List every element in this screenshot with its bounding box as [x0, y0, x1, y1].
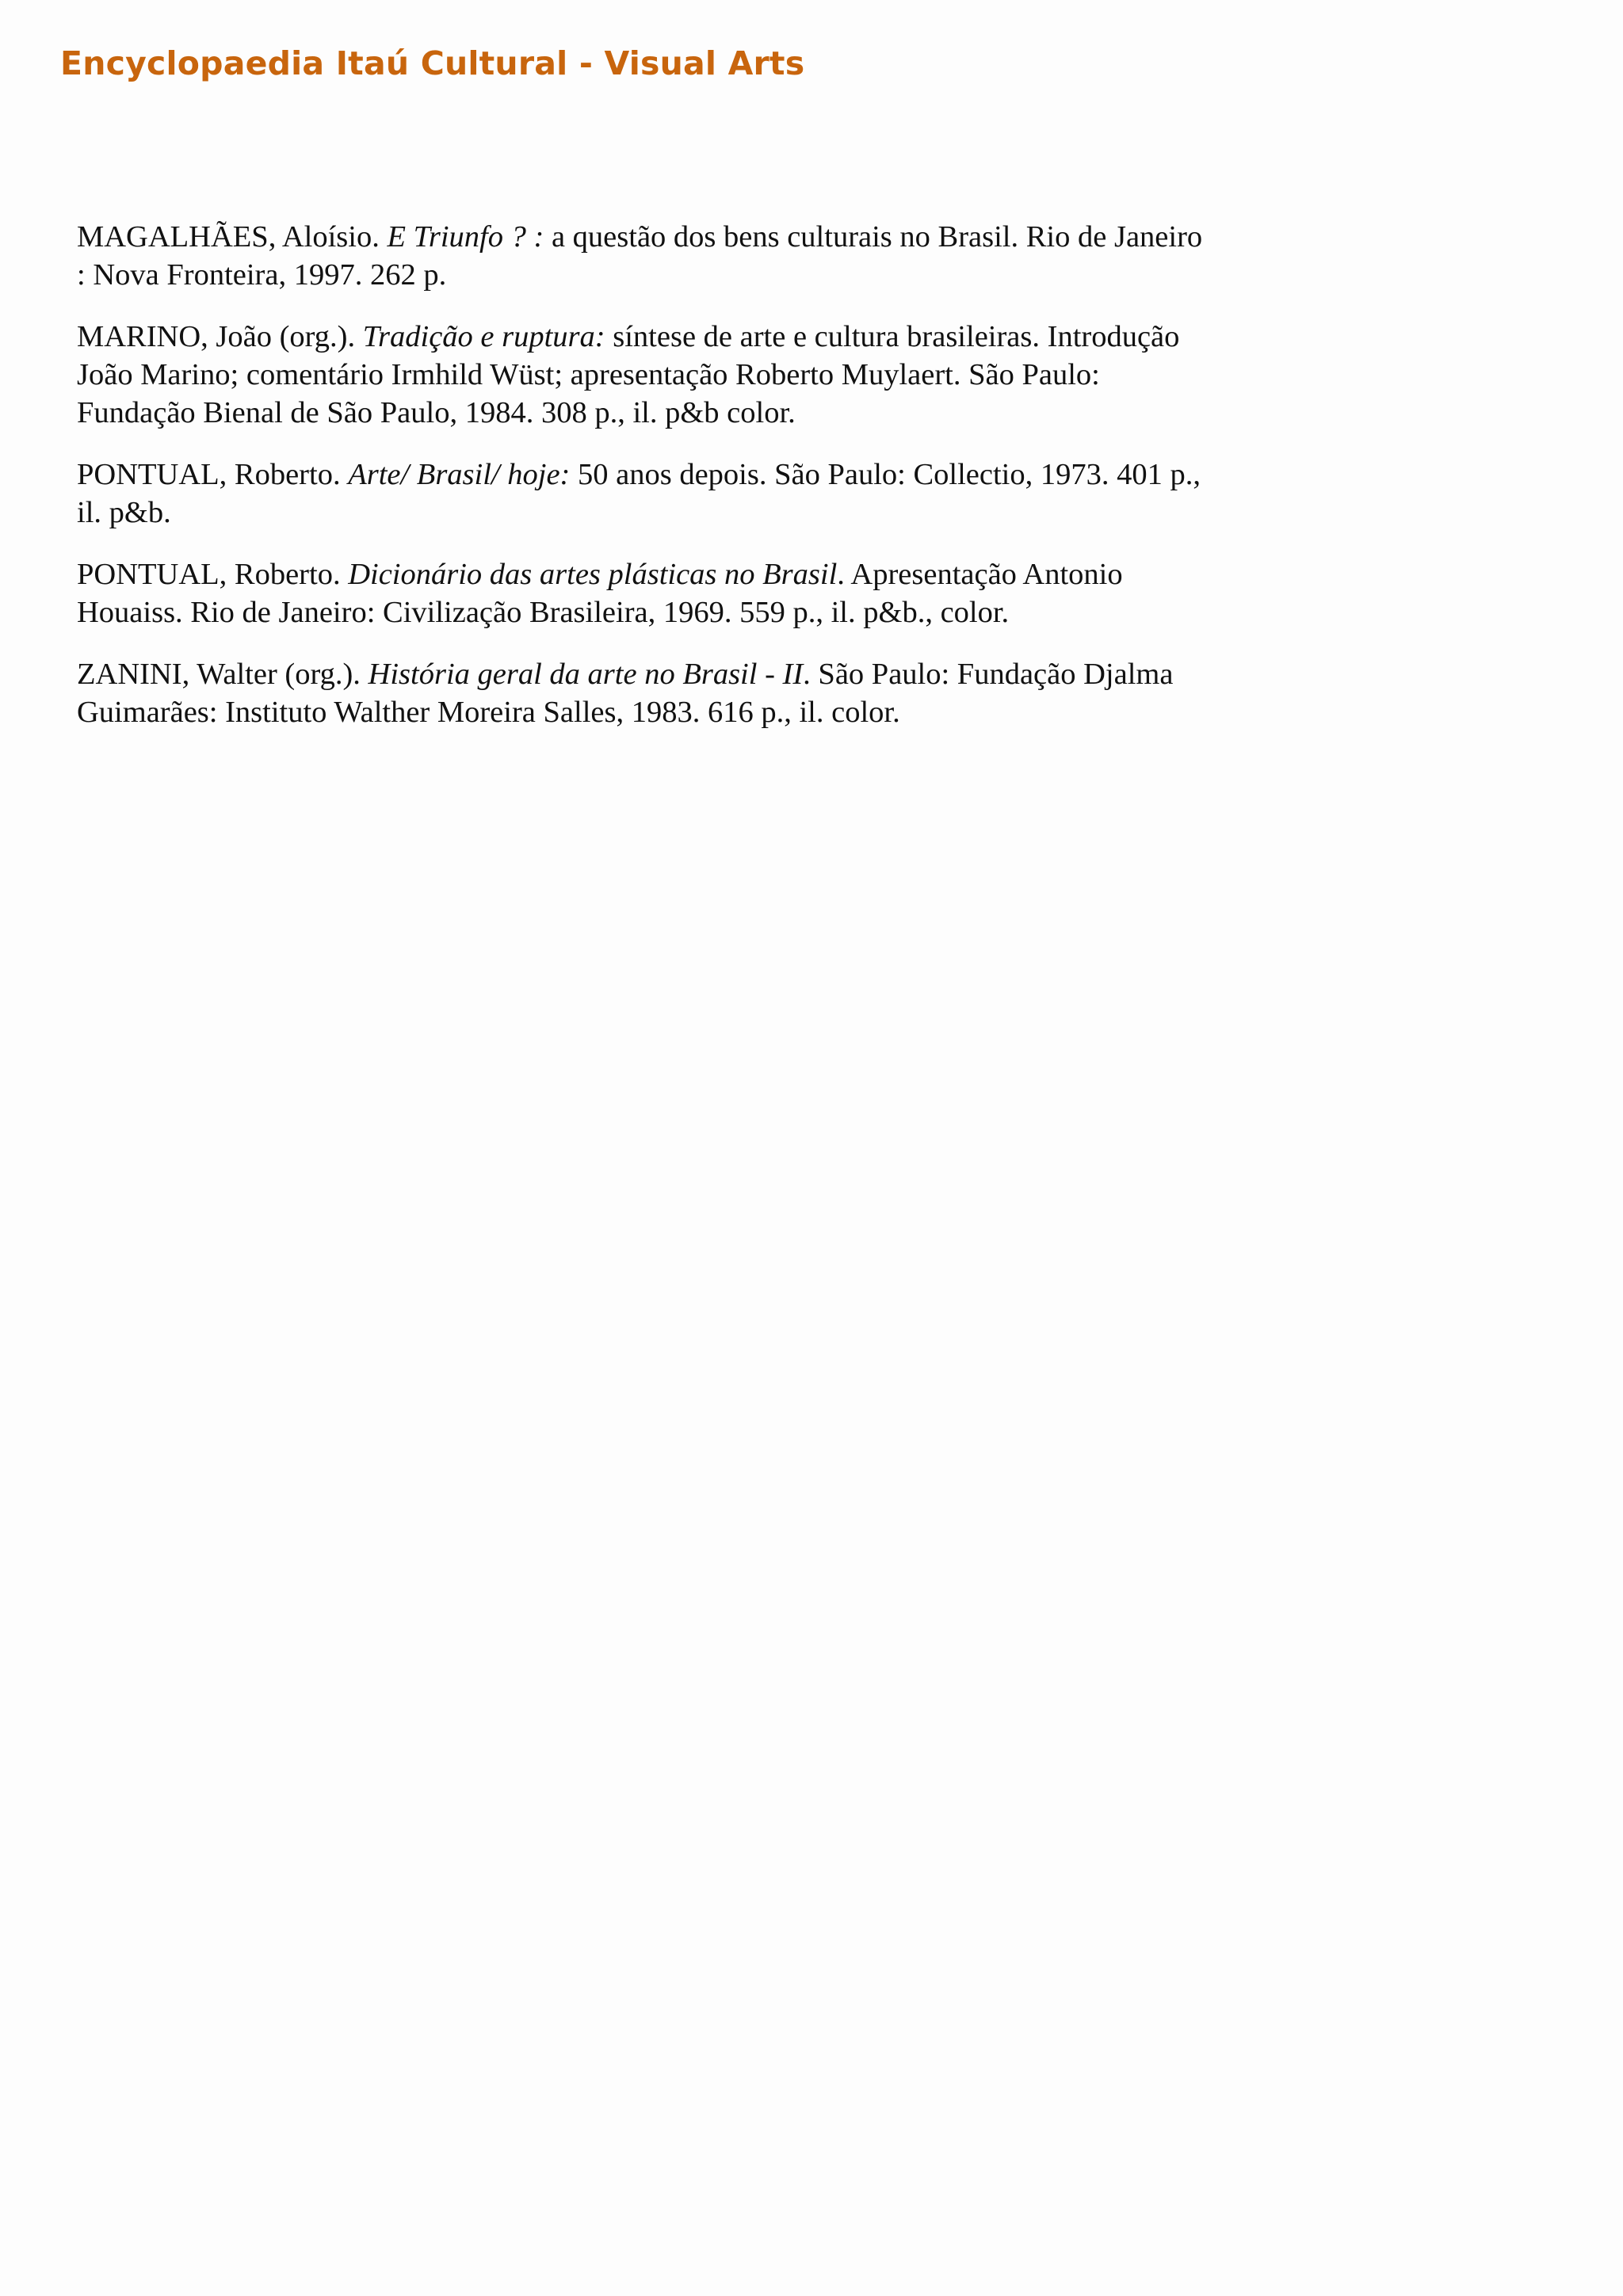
entry-author: MAGALHÃES, Aloísio. — [77, 220, 388, 254]
entry-author: PONTUAL, Roberto. — [77, 458, 349, 491]
entry-details: 50 anos depois. São Paulo: Collectio, 1973. 401 p., — [570, 458, 1201, 491]
entry-details: . Apresentação Antonio — [837, 558, 1123, 591]
bibliography-entry — [77, 218, 1345, 294]
entry-title: E Triunfo ? : — [387, 220, 544, 254]
entry-line — [77, 655, 1345, 693]
bibliography-entry — [77, 655, 1345, 731]
entry-details: síntese de arte e cultura brasileiras. Introdução — [605, 320, 1180, 353]
entry-title: Dicionário das artes plásticas no Brasil — [348, 558, 838, 591]
entry-line — [77, 555, 1345, 593]
entry-author: PONTUAL, Roberto. — [77, 558, 349, 591]
entry-author: MARINO, João (org.). — [77, 320, 363, 353]
entry-line — [77, 218, 1345, 256]
entry-line: Fundação Bienal de São Paulo, 1984. 308 p., il. p&b color. — [77, 396, 796, 429]
entry-line: Guimarães: Instituto Walther Moreira Salles, 1983. 616 p., il. color. — [77, 696, 900, 729]
entry-details: . São Paulo: Fundação Djalma — [803, 658, 1174, 691]
entry-line: il. p&b. — [77, 496, 171, 529]
entry-title: Tradição e ruptura: — [362, 320, 605, 353]
entry-line — [77, 456, 1345, 494]
entry-line — [77, 318, 1345, 356]
entry-details: a questão dos bens culturais no Brasil. Rio de Janeiro — [544, 220, 1203, 254]
entry-author: ZANINI, Walter (org.). — [77, 658, 369, 691]
entry-title: Arte/ Brasil/ hoje: — [348, 458, 571, 491]
entry-line: João Marino; comentário Irmhild Wüst; apresentação Roberto Muylaert. São Paulo: — [77, 358, 1100, 391]
bibliography-entry — [77, 555, 1345, 631]
entry-title: História geral da arte no Brasil - II — [368, 658, 804, 691]
bibliography-entry — [77, 318, 1345, 432]
entry-line: : Nova Fronteira, 1997. 262 p. — [77, 258, 447, 292]
encyclopaedia-header: Encyclopaedia Itaú Cultural - Visual Arts — [60, 44, 805, 82]
bibliography-entry — [77, 456, 1345, 532]
entry-line: Houaiss. Rio de Janeiro: Civilização Brasileira, 1969. 559 p., il. p&b., color. — [77, 596, 1010, 629]
bibliography-list — [77, 218, 1345, 755]
